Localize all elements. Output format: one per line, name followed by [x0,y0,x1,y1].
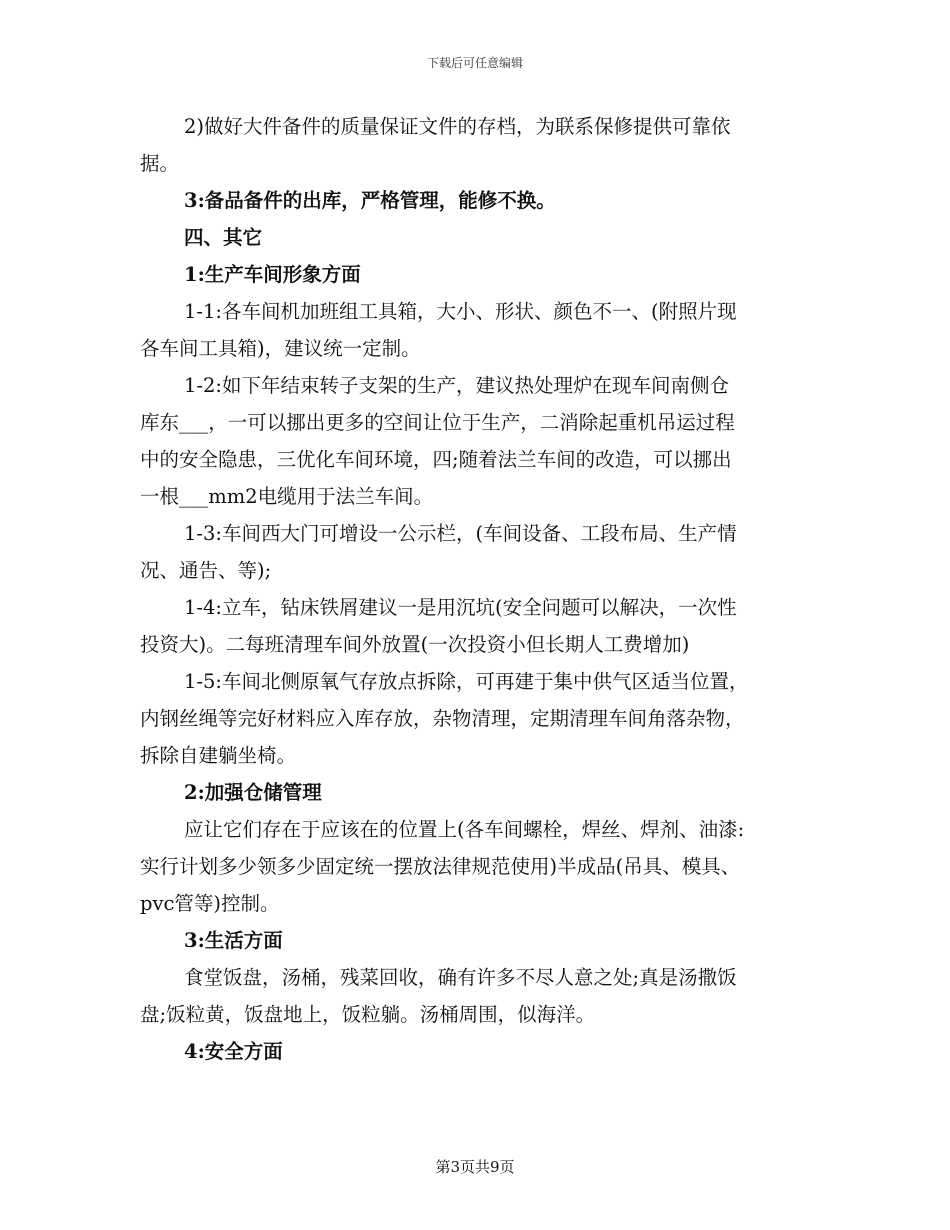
section-heading [140,922,812,959]
text-line: 3:备品备件的出库，严格管理，能修不换。 [184,189,556,212]
text-line: 实行计划多少领多少固定统一摆放法律规范使用)半成品(吊具、模具、 [140,855,741,878]
section-heading [140,774,812,811]
page-number: 第3页共9页 [435,1158,515,1176]
section-heading [140,1033,812,1070]
text-line: 1-5:车间北侧原氧气存放点拆除，可再建于集中供气区适当位置， [184,670,749,693]
text-line: 库东___，一可以挪出更多的空间让位于生产，二消除起重机吊运过程 [140,411,735,434]
text-line: 1-4:立车，钻床铁屑建议一是用沉坑(安全问题可以解决，一次性 [184,596,737,619]
section-heading [140,219,812,256]
text-line: 1-3:车间西大门可增设一公示栏，(车间设备、工段布局、生产情 [184,522,737,545]
body-paragraph [140,663,812,774]
body-paragraph [140,515,812,589]
text-line: pvc管等)控制。 [140,892,280,915]
text-line: 1-1:各车间机加班组工具箱，大小、形状、颜色不一、(附照片现 [184,300,737,323]
text-line: 2)做好大件备件的质量保证文件的存档，为联系保修提供可靠依 [184,115,731,138]
text-line: 拆除自建躺坐椅。 [140,744,297,767]
text-line: 中的安全隐患，三优化车间环境，四;随着法兰车间的改造，可以挪出 [140,448,732,471]
text-line: 投资大)。二每班清理车间外放置(一次投资小但长期人工费增加) [140,633,690,656]
body-paragraph [140,959,812,1033]
text-line: 盘;饭粒黄，饭盘地上，饭粒躺。汤桶周围，似海洋。 [140,1003,596,1026]
text-line: 3:生活方面 [184,929,283,952]
text-line: 各车间工具箱)，建议统一定制。 [140,337,421,360]
text-line: 2:加强仓储管理 [184,781,322,804]
document-body [140,108,812,1070]
text-line: 1-2:如下年结束转子支架的生产，建议热处理炉在现车间南侧仓 [184,374,729,397]
text-line: 食堂饭盘，汤桶，残菜回收，确有许多不尽人意之处;真是汤撒饭 [184,966,737,989]
body-paragraph [140,811,812,922]
page-header: 下载后可任意编辑 [426,56,523,70]
body-paragraph [140,108,812,182]
section-heading [140,182,812,219]
section-heading [140,256,812,293]
body-paragraph [140,589,812,663]
text-line: 4:安全方面 [184,1040,283,1063]
text-line: 1:生产车间形象方面 [184,263,361,286]
text-line: 四、其它 [184,226,263,249]
text-line: 一根___mm2电缆用于法兰车间。 [140,485,434,508]
text-line: 况、通告、等); [140,559,272,582]
body-paragraph [140,293,812,367]
body-paragraph [140,367,812,515]
text-line: 据。 [140,152,180,175]
text-line: 内钢丝绳等完好材料应入库存放，杂物清理，定期清理车间角落杂物， [140,707,745,730]
text-line: 应让它们存在于应该在的位置上(各车间螺栓，焊丝、焊剂、油漆: [184,818,745,841]
